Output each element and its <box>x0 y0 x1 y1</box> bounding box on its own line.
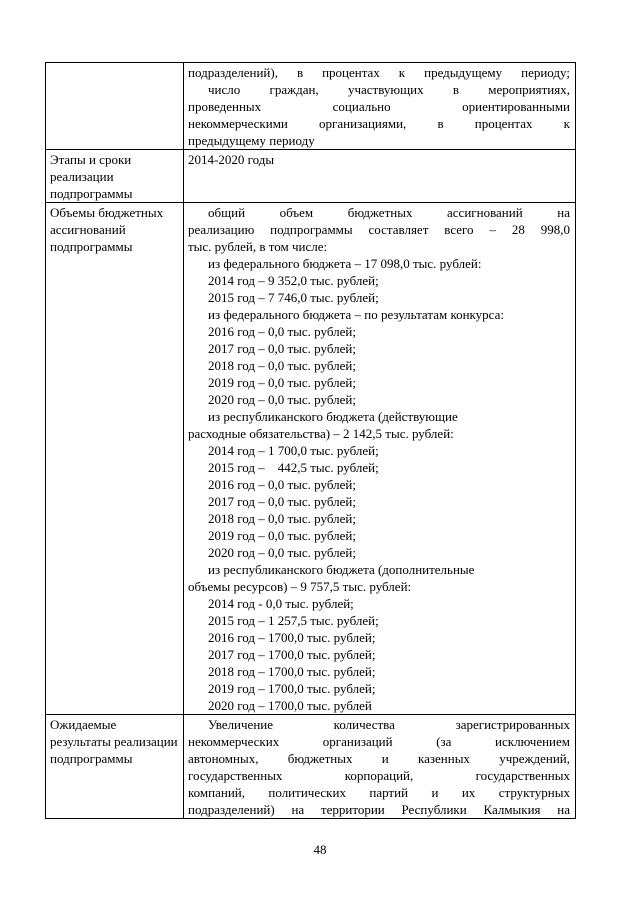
text-line: 2016 год – 0,0 тыс. рублей; <box>208 324 356 339</box>
text-line: число граждан, участвующих в мероприятиях, <box>208 82 570 97</box>
text-line: государственных корпораций, государственных <box>188 768 570 783</box>
text-line: 2018 год – 1700,0 тыс. рублей; <box>208 664 376 679</box>
page-number: 48 <box>313 842 327 857</box>
text-line: 2019 год – 1700,0 тыс. рублей; <box>208 681 376 696</box>
text-line: 2014 год – 9 352,0 тыс. рублей; <box>208 273 379 288</box>
text-line: расходные обязательства) – 2 142,5 тыс. рублей: <box>188 426 454 441</box>
text-line: 2014 год - 0,0 тыс. рублей; <box>208 596 354 611</box>
passport-table-body <box>46 63 576 819</box>
row-value <box>184 150 576 203</box>
text-line: 2014-2020 годы <box>188 152 275 167</box>
text-line: 2019 год – 0,0 тыс. рублей; <box>208 528 356 543</box>
text-line: 2017 год – 0,0 тыс. рублей; <box>208 494 356 509</box>
text-line: Увеличение количества зарегистрированных <box>208 717 570 732</box>
text-line: 2020 год – 1700,0 тыс. рублей <box>208 698 372 713</box>
text-line: 2015 год – 7 746,0 тыс. рублей; <box>208 290 379 305</box>
table-row <box>46 715 576 819</box>
text-line: общий объем бюджетных ассигнований на <box>208 205 570 220</box>
text-line: проведенных социально ориентированными <box>188 99 570 114</box>
text-line: объемы ресурсов) – 9 757,5 тыс. рублей: <box>188 579 412 594</box>
text-line: 2016 год – 0,0 тыс. рублей; <box>208 477 356 492</box>
text-line: из республиканского бюджета (действующие <box>208 409 458 424</box>
text-line: 2017 год – 1700,0 тыс. рублей; <box>208 647 376 662</box>
row-value <box>184 63 576 150</box>
text-line: 2018 год – 0,0 тыс. рублей; <box>208 511 356 526</box>
text-line: подразделений) на территории Республики Калмыкия на <box>188 802 570 817</box>
row-label: Объемы бюджетных ассигнований подпрограммы <box>46 203 184 715</box>
text-line: 2019 год – 0,0 тыс. рублей; <box>208 375 356 390</box>
text-line: предыдущему периоду <box>188 133 315 148</box>
passport-table <box>45 62 576 819</box>
text-line: компаний, политических партий и их структурных <box>188 785 570 800</box>
text-line: 2017 год – 0,0 тыс. рублей; <box>208 341 356 356</box>
text-line: 2016 год – 1700,0 тыс. рублей; <box>208 630 376 645</box>
table-row <box>46 203 576 715</box>
text-line: 2015 год – 1 257,5 тыс. рублей; <box>208 613 379 628</box>
text-line: из республиканского бюджета (дополнительные <box>208 562 475 577</box>
text-line: 2020 год – 0,0 тыс. рублей; <box>208 545 356 560</box>
text-line: из федерального бюджета – по результатам конкурса: <box>208 307 504 322</box>
row-value <box>184 203 576 715</box>
table-row <box>46 63 576 150</box>
text-line: тыс. рублей, в том числе: <box>188 239 328 254</box>
text-line: 2020 год – 0,0 тыс. рублей; <box>208 392 356 407</box>
row-label: Этапы и сроки реализации подпрограммы <box>46 150 184 203</box>
row-label: Ожидаемые результаты реализации подпрограммы <box>46 715 184 819</box>
text-line: автономных, бюджетных и казенных учреждений, <box>188 751 570 766</box>
text-line: подразделений), в процентах к предыдущему периоду; <box>188 65 570 80</box>
text-line: некоммерческими организациями, в процентах к <box>188 116 570 131</box>
row-value <box>184 715 576 819</box>
text-line: 2018 год – 0,0 тыс. рублей; <box>208 358 356 373</box>
table-row <box>46 150 576 203</box>
text-line: реализацию подпрограммы составляет всего – 28 998,0 <box>188 222 570 237</box>
row-label <box>46 63 184 150</box>
text-line: некоммерческих организаций (за исключением <box>188 734 570 749</box>
text-line: 2014 год – 1 700,0 тыс. рублей; <box>208 443 379 458</box>
text-line: 2015 год – 442,5 тыс. рублей; <box>208 460 379 475</box>
text-line: из федерального бюджета – 17 098,0 тыс. рублей: <box>208 256 482 271</box>
